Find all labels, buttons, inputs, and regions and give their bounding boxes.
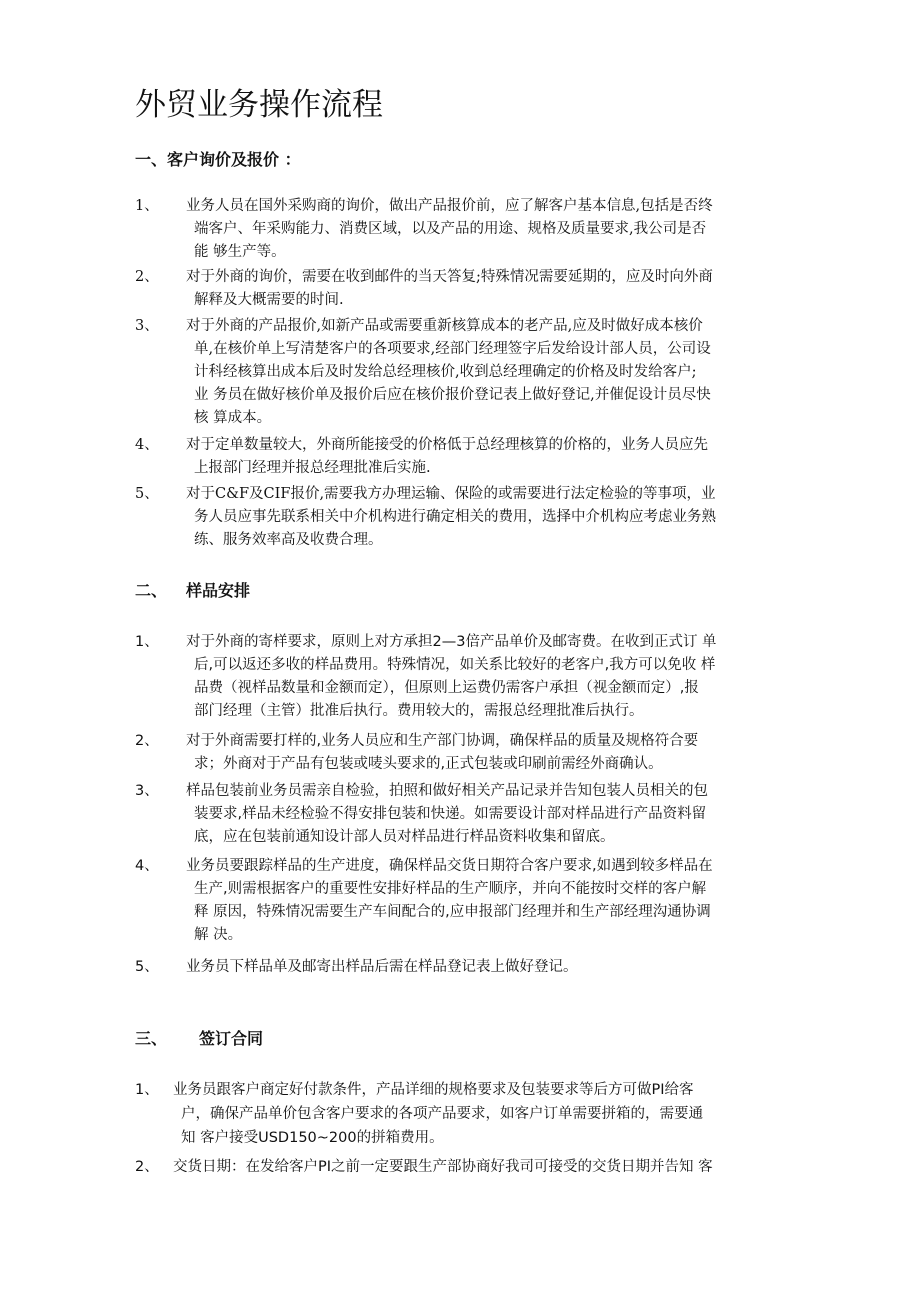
item-line: 生产,则需根据客户的重要性安排好样品的生产顺序，并向不能按时交样的客户解 [194, 881, 707, 897]
item-line: 上报部门经理并报总经理批准后实施. [194, 460, 431, 476]
item-number: 5、 [135, 959, 159, 975]
item-line: 解 决。 [194, 927, 243, 943]
section-title: 签订合同 [199, 1029, 264, 1048]
item-number: 3、 [135, 318, 159, 334]
item-number: 1、 [135, 634, 159, 650]
item-number: 2、 [135, 1159, 159, 1175]
item-number: 5、 [135, 486, 159, 502]
item-line: 知 客户接受USD150~200的拼箱费用。 [181, 1130, 444, 1146]
item-number: 4、 [135, 858, 159, 874]
item-line: 底，应在包装前通知设计部人员对样品进行样品资料收集和留底。 [194, 829, 615, 845]
item-line: 释 原因，特殊情况需要生产车间配合的,应申报部门经理并和生产部经理沟通协调 [194, 904, 711, 920]
item-line: 装要求,样品未经检验不得安排包装和快递。如需要设计部对样品进行产品资料留 [194, 806, 707, 822]
item-line: 业务员下样品单及邮寄出样品后需在样品登记表上做好登记。 [186, 959, 578, 975]
item-line: 对于外商需要打样的,业务人员应和生产部门协调，确保样品的质量及规格符合要 [186, 733, 699, 749]
item-line: 对于外商的寄样要求，原则上对方承担2—3倍产品单价及邮寄费。在收到正式订 单 [186, 634, 717, 650]
item-line: 求；外商对于产品有包装或唛头要求的,正式包装或印刷前需经外商确认。 [194, 756, 663, 772]
item-line: 后,可以返还多收的样品费用。特殊情况，如关系比较好的老客户,我方可以免收 样 [194, 657, 716, 673]
page-title: 外贸业务操作流程 [135, 87, 383, 123]
item-number: 3、 [135, 783, 159, 799]
item-number: 1、 [135, 1082, 159, 1098]
item-line: 交货日期：在发给客户PI之前一定要跟生产部协商好我司可接受的交货日期并告知 客 [173, 1159, 713, 1175]
item-number: 2、 [135, 269, 159, 285]
section-heading-inquiry: 一、客户询价及报价 ： [135, 150, 301, 169]
item-line: 对于C&F及CIF报价,需要我方办理运输、保险的或需要进行法定检验的等事项，业 [186, 486, 716, 502]
item-number: 4、 [135, 437, 159, 453]
item-line: 单,在核价单上写清楚客户的各项要求,经部门经理签字后发给设计部人员，公司设 [194, 341, 711, 357]
item-number: 2、 [135, 733, 159, 749]
item-line: 核 算成本。 [194, 410, 272, 426]
item-line: 品费（视样品数量和金额而定），但原则上运费仍需客户承担（视金额而定）,报 [194, 680, 699, 696]
item-line: 业务员要跟踪样品的生产进度，确保样品交货日期符合客户要求,如遇到较多样品在 [186, 858, 713, 874]
item-line: 样品包装前业务员需亲自检验，拍照和做好相关产品记录并告知包装人员相关的包 [186, 783, 708, 799]
item-line: 能 够生产等。 [194, 244, 286, 260]
item-line: 务人员应事先联系相关中介机构进行确定相关的费用，选择中介机构应考虑业务熟 [194, 509, 716, 525]
item-line: 业务员跟客户商定好付款条件，产品详细的规格要求及包装要求等后方可做PI给客 [173, 1082, 694, 1098]
item-line: 对于外商的产品报价,如新产品或需要重新核算成本的老产品,应及时做好成本核价 [186, 318, 703, 334]
item-line: 对于外商的询价，需要在收到邮件的当天答复;特殊情况需要延期的，应及时向外商 [186, 269, 713, 285]
section-number: 二、 [135, 581, 168, 600]
item-line: 业 务员在做好核价单及报价后应在核价报价登记表上做好登记,并催促设计员尽快 [194, 387, 711, 403]
item-line: 户，确保产品单价包含客户要求的各项产品要求，如客户订单需要拼箱的，需要通 [181, 1106, 703, 1122]
item-line: 对于定单数量较大，外商所能接受的价格低于总经理核算的价格的，业务人员应先 [186, 437, 708, 453]
item-line: 部门经理（主管）批准后执行。费用较大的，需报总经理批准后执行。 [194, 703, 644, 719]
section-heading-samples [135, 579, 251, 603]
item-line: 业务人员在国外采购商的询价，做出产品报价前，应了解客户基本信息,包括是否终 [186, 198, 713, 214]
item-line: 练、服务效率高及收费合理。 [194, 532, 383, 548]
section-number: 三、 [135, 1029, 168, 1048]
section-title: 样品安排 [186, 581, 251, 600]
item-line: 计科经核算出成本后及时发给总经理核价,收到总经理确定的价格及时发给客户; [194, 364, 697, 380]
item-line: 端客户、年采购能力、消费区域，以及产品的用途、规格及质量要求,我公司是否 [194, 221, 707, 237]
section-heading-contract [135, 1027, 264, 1051]
item-number: 1、 [135, 198, 159, 214]
item-line: 解释及大概需要的时间. [194, 292, 344, 308]
